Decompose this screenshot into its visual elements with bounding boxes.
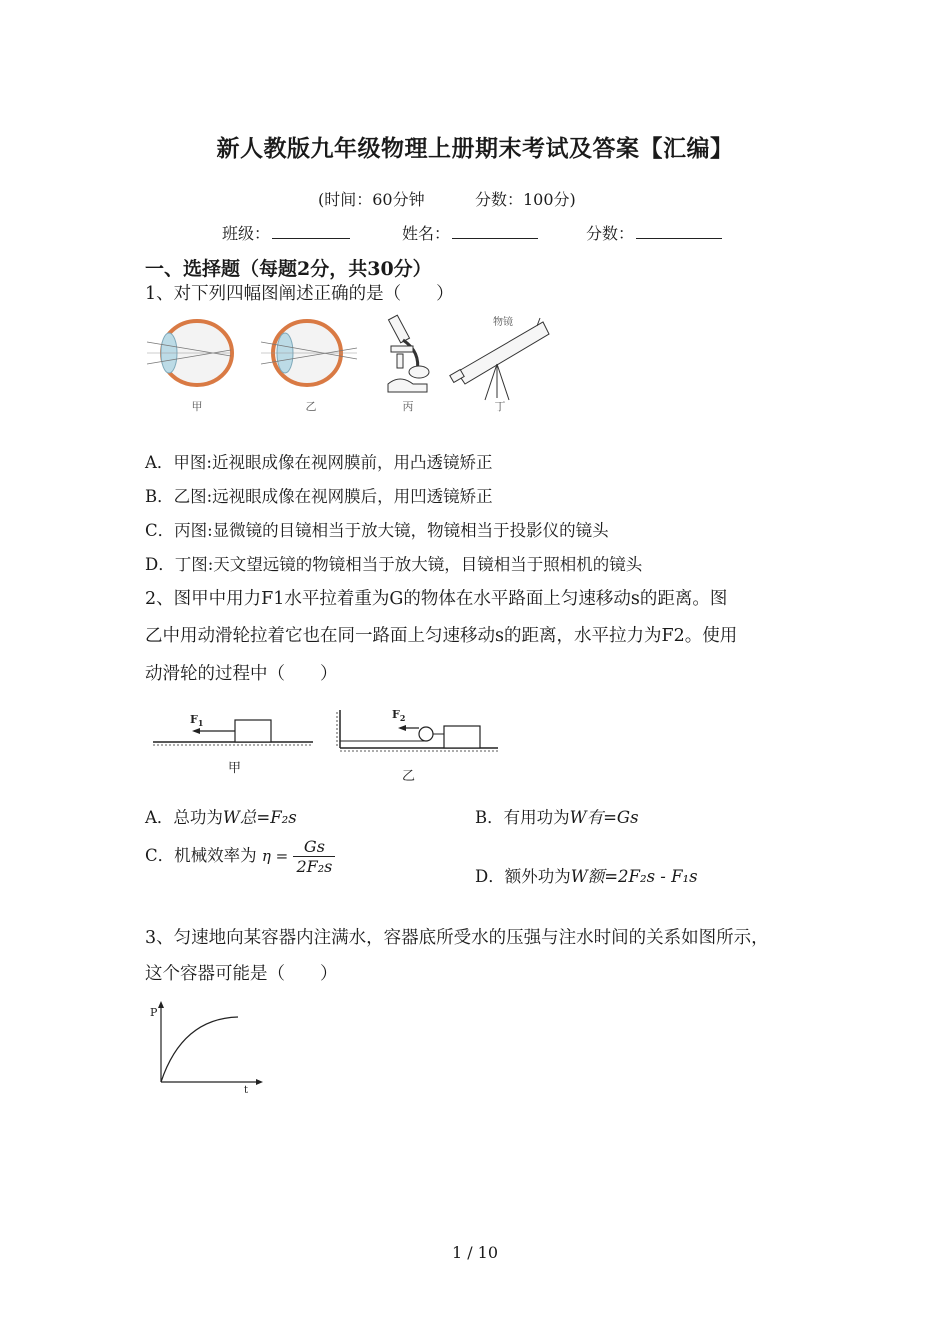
class-field xyxy=(222,221,350,244)
q2-option-b-formula: W有=Gs xyxy=(569,808,639,827)
figure-yi-caption: 乙 xyxy=(402,769,416,784)
page-number: 1 / 10 xyxy=(451,1243,499,1262)
q2-option-d-formula: W额=2F₂s - F₁s xyxy=(570,867,698,886)
q2-option-c xyxy=(145,837,335,876)
q1-option-d: D．丁图:天文望远镜的物镜相当于放大镜，目镜相当于照相机的镜头 xyxy=(145,555,643,574)
score-label: 分数： xyxy=(586,224,635,243)
name-label: 姓名： xyxy=(402,224,451,243)
caption-yi: 乙 xyxy=(305,400,317,413)
fraction-denominator: 2F₂s xyxy=(296,857,333,876)
q3-stem-line-2: 这个容器可能是（ ） xyxy=(145,964,338,984)
class-blank xyxy=(272,224,350,239)
q1-option-a: A．甲图:近视眼成像在视网膜前，用凸透镜矫正 xyxy=(145,453,493,472)
q2-option-a xyxy=(145,804,297,828)
q2-figure xyxy=(150,704,510,784)
y-axis-label: P xyxy=(150,1006,158,1019)
force-f2-subscript: 2 xyxy=(399,713,406,723)
efficiency-symbol: η = xyxy=(261,847,289,865)
telescope-drawing xyxy=(450,318,549,400)
score-field xyxy=(586,221,722,244)
force-f1-label xyxy=(190,713,203,728)
figure-jia xyxy=(153,713,313,745)
q2-option-a-formula: W总=F₂s xyxy=(222,808,297,827)
fraction-numerator: Gs xyxy=(293,837,335,857)
q1-figure xyxy=(145,312,555,418)
caption-jia: 甲 xyxy=(191,400,203,413)
caption-ding: 丁 xyxy=(494,400,506,413)
class-label: 班级： xyxy=(222,224,271,243)
section-heading: 一、选择题（每题2分，共30分） xyxy=(145,258,432,280)
figure-yi xyxy=(337,708,498,751)
exam-score: 分数：100分) xyxy=(475,190,576,209)
q1-option-b: B．乙图:远视眼成像在视网膜后，用凹透镜矫正 xyxy=(145,487,493,506)
name-field xyxy=(402,221,538,244)
y-axis-arrow xyxy=(158,1001,164,1008)
score-blank xyxy=(636,224,722,239)
document-title: 新人教版九年级物理上册期末考试及答案【汇编】 xyxy=(216,135,734,162)
q2-stem-line-3: 动滑轮的过程中（ ） xyxy=(145,664,338,684)
q2-option-d xyxy=(475,863,698,887)
q3-stem-line-1: 3、匀速地向某容器内注满水，容器底所受水的压强与注水时间的关系如图所示， xyxy=(145,928,769,948)
telescope-objective-label: 物镜 xyxy=(493,317,513,328)
eye-diagram-yi xyxy=(261,321,357,385)
q2-option-b-prefix: B．有用功为 xyxy=(475,808,570,827)
q2-stem-line-2: 乙中用动滑轮拉着它也在同一路面上匀速移动s的距离，水平拉力为F2。使用 xyxy=(145,626,738,646)
q1-stem: 1、对下列四幅图阐述正确的是（ ） xyxy=(145,284,454,304)
efficiency-fraction xyxy=(293,837,335,876)
x-axis-arrow xyxy=(256,1079,263,1085)
q2-stem-line-1: 2、图甲中用力F1水平拉着重为G的物体在水平路面上匀速移动s的距离。图 xyxy=(145,589,728,609)
pressure-curve xyxy=(161,1017,238,1082)
exam-time: (时间：60分钟 xyxy=(318,190,425,209)
pressure-time-graph xyxy=(145,1000,270,1096)
microscope-drawing xyxy=(388,315,429,392)
eye-diagram-jia xyxy=(147,321,232,385)
q2-option-b xyxy=(475,804,639,828)
name-blank xyxy=(452,224,538,239)
force-f1-subscript: 1 xyxy=(197,718,204,728)
q2-option-c-prefix: C．机械效率为 xyxy=(145,846,257,865)
caption-bing: 丙 xyxy=(402,400,414,413)
force-f2-letter: F xyxy=(392,708,400,721)
q1-option-c: C．丙图:显微镜的目镜相当于放大镜，物镜相当于投影仪的镜头 xyxy=(145,521,609,540)
force-f1-letter: F xyxy=(190,713,198,726)
q2-option-a-prefix: A．总功为 xyxy=(145,808,223,827)
q2-option-d-prefix: D．额外功为 xyxy=(475,867,571,886)
force-f2-label xyxy=(392,708,405,723)
figure-jia-caption: 甲 xyxy=(228,761,242,776)
x-axis-label: t xyxy=(244,1085,249,1096)
